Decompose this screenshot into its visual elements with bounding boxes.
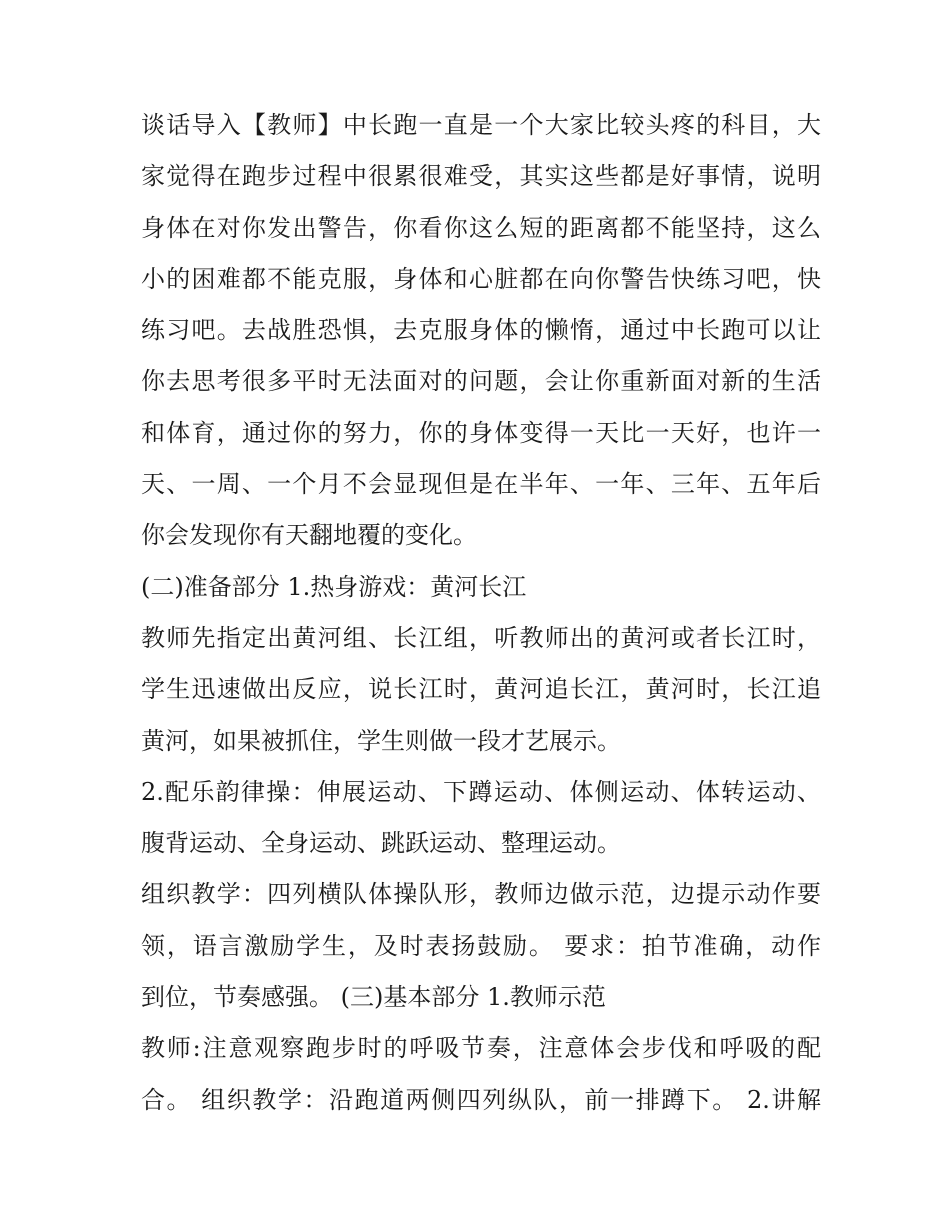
text-line-8: 天、一周、一个月不会显现但是在半年、一年、三年、五年后 <box>141 470 821 499</box>
text-line-17: 领，语言激励学生，及时表扬鼓励。 要求：拍节准确，动作 <box>141 931 821 960</box>
text-line-1: 谈话导入【教师】中长跑一直是一个大家比较头疼的科目，大 <box>141 111 821 139</box>
text-line-9: 你会发现你有天翻地覆的变化。 <box>141 521 477 550</box>
text-line-13: 黄河，如果被抓住，学生则做一段才艺展示。 <box>141 726 621 755</box>
text-line-14: 2.配乐韵律操：伸展运动、下蹲运动、体侧运动、体转运动、 <box>141 777 821 806</box>
text-line-16: 组织教学：四列横队体操队形，教师边做示范，边提示动作要 <box>141 880 821 909</box>
text-line-18: 到位，节奏感强。 (三)基本部分 1.教师示范 <box>141 983 606 1012</box>
text-line-11: 教师先指定出黄河组、长江组，听教师出的黄河或者长江时， <box>141 623 821 652</box>
text-line-12: 学生迅速做出反应，说长江时，黄河追长江，黄河时，长江追 <box>141 675 821 704</box>
text-line-7: 和体育，通过你的努力，你的身体变得一天比一天好，也许一 <box>141 418 821 447</box>
text-line-20: 合。 组织教学：沿跑道两侧四列纵队，前一排蹲下。 2.讲解 <box>141 1085 821 1114</box>
text-line-3: 身体在对你发出警告，你看你这么短的距离都不能坚持，这么 <box>141 213 821 242</box>
text-line-5: 练习吧。去战胜恐惧，去克服身体的懒惰，通过中长跑可以让 <box>141 316 821 345</box>
text-line-10: (二)准备部分 1.热身游戏：黄河长江 <box>141 572 527 601</box>
text-line-6: 你去思考很多平时无法面对的问题，会让你重新面对新的生活 <box>141 367 821 396</box>
text-line-19: 教师:注意观察跑步时的呼吸节奏，注意体会步伐和呼吸的配 <box>141 1034 821 1063</box>
text-line-2: 家觉得在跑步过程中很累很难受，其实这些都是好事情，说明 <box>141 162 821 191</box>
text-line-4: 小的困难都不能克服，身体和心脏都在向你警告快练习吧，快 <box>141 264 821 293</box>
text-line-15: 腹背运动、全身运动、跳跃运动、整理运动。 <box>141 829 621 858</box>
body-text <box>141 100 821 1126</box>
